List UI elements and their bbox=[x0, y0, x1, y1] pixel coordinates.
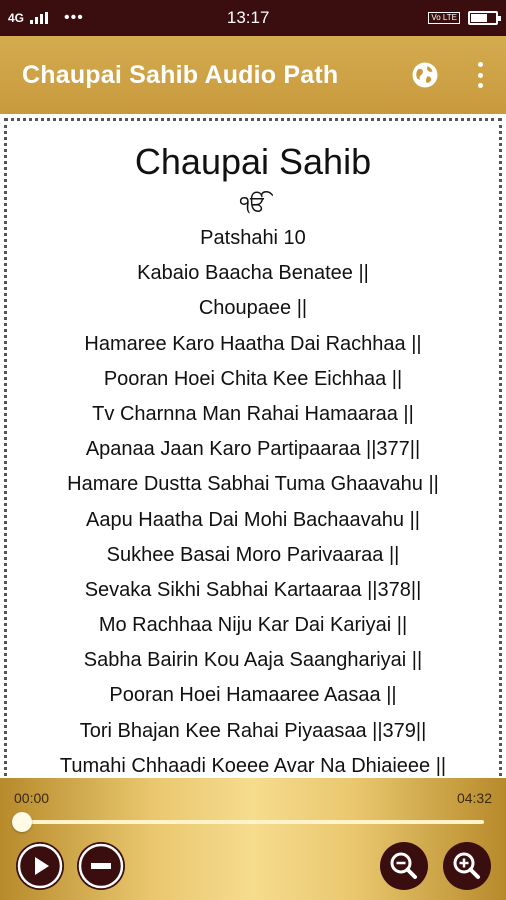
network-type: 4G bbox=[8, 11, 25, 25]
status-time: 13:17 bbox=[226, 8, 270, 27]
verse-line: Tumahi Chhaadi Koeee Avar Na Dhiaieee || bbox=[59, 754, 447, 777]
verse-line: Mo Rachhaa Niju Kar Dai Kariyai || bbox=[98, 614, 408, 637]
verse-line: Patshahi 10 bbox=[200, 227, 306, 249]
verse-line: Sevaka Sikhi Sabhai Kartaaraa ||378|| bbox=[84, 578, 422, 601]
verse-line: Pooran Hoei Chita Kee Eichhaa || bbox=[103, 367, 403, 390]
text-panel[interactable] bbox=[0, 114, 506, 778]
zoom-out-icon bbox=[380, 842, 428, 890]
verse-line: Choupaee || bbox=[198, 297, 308, 320]
ik-onkar-symbol: ੴ bbox=[239, 191, 267, 216]
verse-line: Tori Bhajan Kee Rahai Piyaasaa ||379|| bbox=[79, 719, 427, 742]
audio-player bbox=[0, 778, 506, 900]
more-notifications-icon: ••• bbox=[64, 9, 84, 26]
app-title: Chaupai Sahib Audio Path bbox=[22, 60, 339, 89]
play-button[interactable] bbox=[16, 842, 64, 890]
battery-icon bbox=[468, 11, 498, 25]
verse-line: Kabaio Baacha Benatee || bbox=[137, 262, 369, 285]
verse-line: Pooran Hoei Hamaaree Aasaa || bbox=[109, 684, 397, 707]
zoom-out-button[interactable] bbox=[380, 842, 428, 890]
zoom-in-button[interactable] bbox=[443, 842, 491, 890]
total-time: 04:32 bbox=[456, 790, 492, 806]
play-icon bbox=[16, 842, 64, 890]
more-vert-icon[interactable] bbox=[476, 62, 484, 88]
volte-icon: Vo LTE bbox=[428, 12, 460, 24]
app-bar bbox=[0, 36, 506, 114]
seek-bar[interactable] bbox=[22, 820, 484, 824]
signal-icon bbox=[30, 12, 48, 24]
verse-list bbox=[7, 221, 499, 778]
status-bar bbox=[0, 0, 506, 36]
verse-line: Sukhee Basai Moro Parivaaraa || bbox=[106, 543, 400, 566]
globe-icon[interactable] bbox=[410, 60, 440, 90]
verse-line: Sabha Bairin Kou Aaja Saanghariyai || bbox=[83, 649, 423, 672]
verse-line: Apanaa Jaan Karo Partipaaraa ||377|| bbox=[85, 438, 421, 461]
minus-icon bbox=[77, 842, 125, 890]
verse-line: Tv Charnna Man Rahai Hamaaraa || bbox=[92, 402, 414, 425]
verse-line: Hamaree Karo Haatha Dai Rachhaa || bbox=[84, 332, 422, 355]
current-time: 00:00 bbox=[14, 790, 50, 806]
stop-button[interactable] bbox=[77, 842, 125, 890]
zoom-in-icon bbox=[443, 842, 491, 890]
text-title: Chaupai Sahib bbox=[134, 141, 372, 182]
seek-thumb[interactable] bbox=[12, 812, 32, 832]
verse-line: Aapu Haatha Dai Mohi Bachaavahu || bbox=[86, 508, 420, 531]
text-frame bbox=[4, 118, 502, 778]
verse-line: Hamare Dustta Sabhai Tuma Ghaavahu || bbox=[67, 473, 439, 496]
